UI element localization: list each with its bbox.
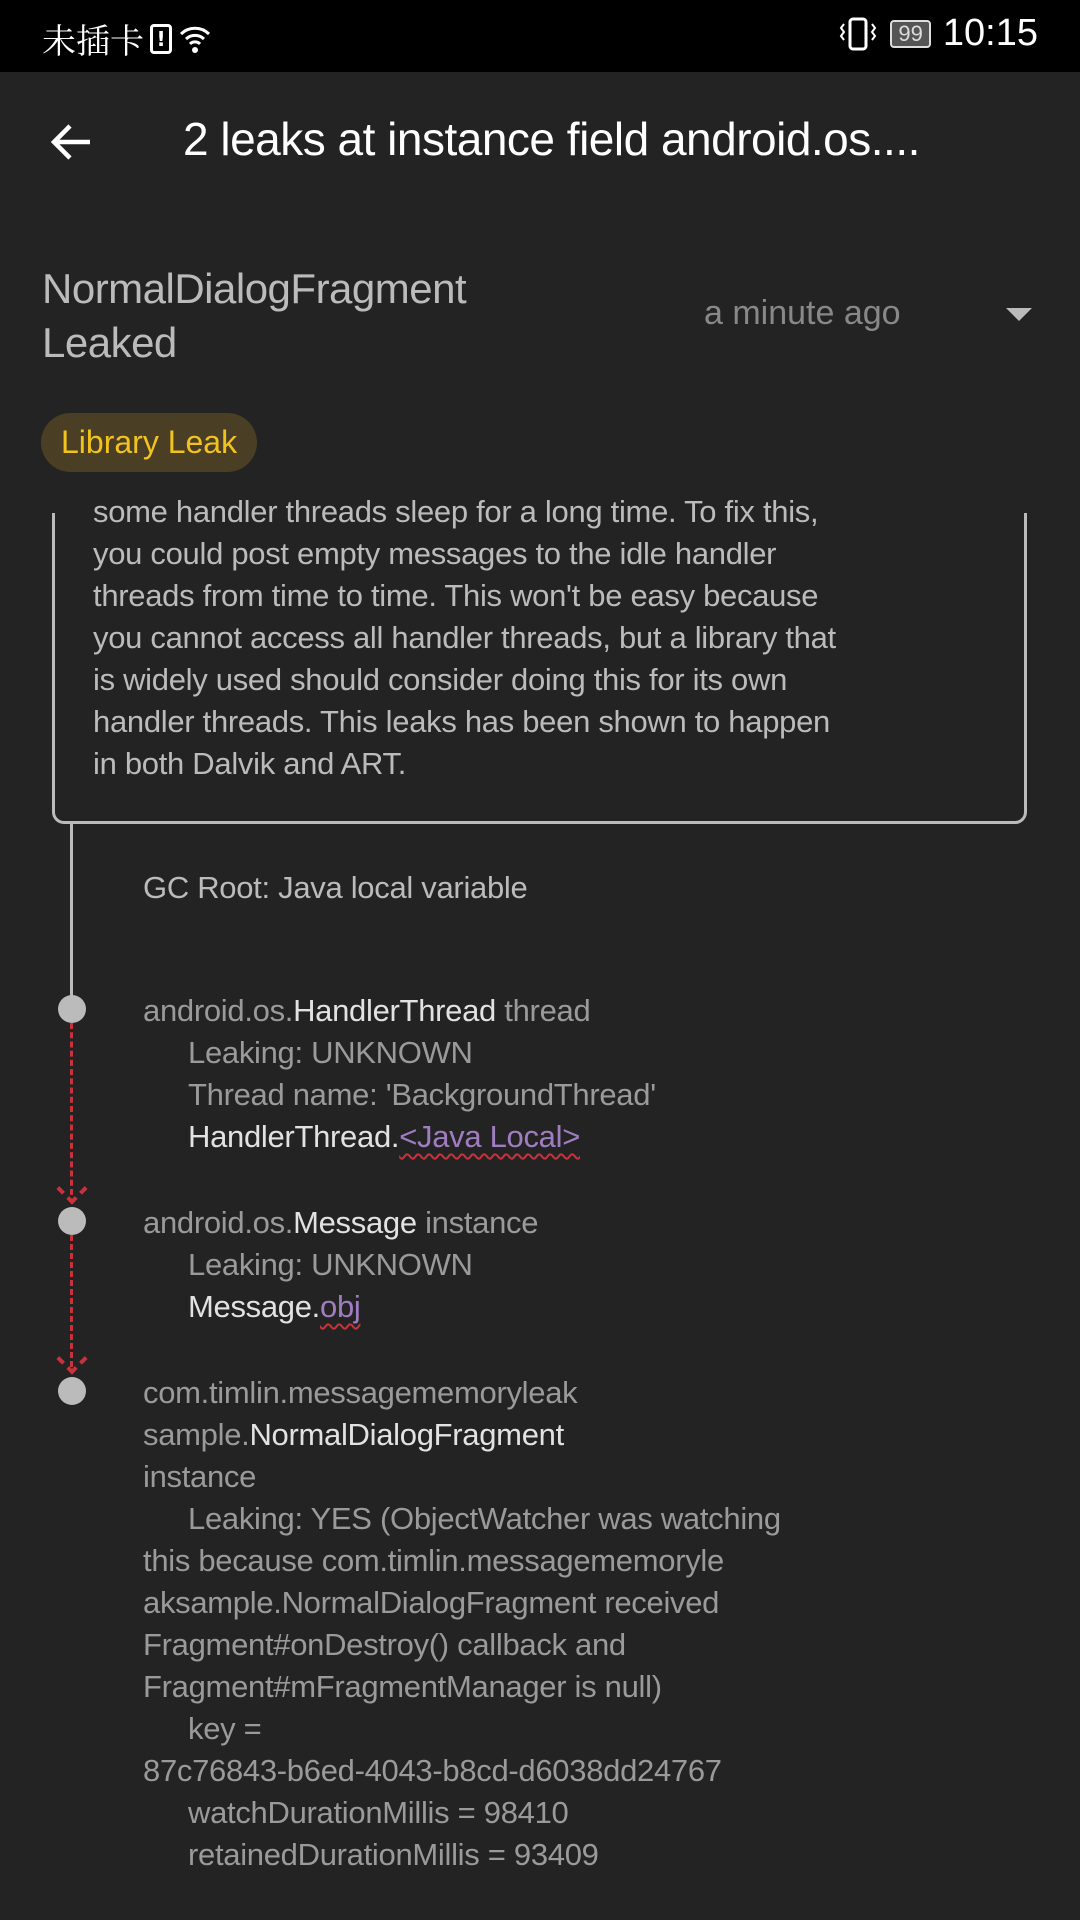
vibrate-icon (838, 16, 878, 52)
description-line: is widely used should consider doing this for its own (93, 662, 788, 697)
trace-node-fragment (143, 1372, 781, 1876)
node-package: sample. (143, 1417, 250, 1452)
leak-title (42, 262, 466, 370)
node-package: android.os. (143, 1205, 294, 1240)
trace-node-dot (58, 995, 86, 1023)
node-leaking: Leaking: UNKNOWN (188, 1035, 473, 1070)
node-class: HandlerThread (293, 993, 496, 1028)
node-package: android.os. (143, 993, 294, 1028)
clock: 10:15 (942, 12, 1038, 54)
status-bar (0, 0, 1080, 72)
node-class: NormalDialogFragment (249, 1417, 564, 1452)
node-kind: instance (143, 1459, 257, 1494)
carrier-text: 未插卡 (42, 22, 144, 62)
leak-description-box (52, 494, 1027, 824)
node-kind: instance (416, 1205, 539, 1240)
node-key: 87c76843-b6ed-4043-b8cd-d6038dd24767 (143, 1753, 722, 1788)
node-retained-duration: retainedDurationMillis = 93409 (188, 1837, 599, 1872)
dropdown-arrow-icon[interactable] (1006, 308, 1032, 321)
node-kind: thread (495, 993, 591, 1028)
node-watch-duration: watchDurationMillis = 98410 (188, 1795, 569, 1830)
description-line: in both Dalvik and ART. (93, 746, 407, 781)
node-leaking: Leaking: UNKNOWN (188, 1247, 473, 1282)
gc-root-label: GC Root: Java local variable (143, 870, 528, 905)
node-thread-name: Thread name: 'BackgroundThread' (188, 1077, 656, 1112)
ref-owner: Message. (188, 1289, 320, 1324)
toolbar-title: 2 leaks at instance field android.os.... (183, 113, 920, 165)
wifi-icon (178, 22, 212, 56)
node-leaking-detail: this because com.timlin.messagememoryle (143, 1543, 724, 1578)
description-line: threads from time to time. This won't be easy because (93, 578, 819, 613)
ref-owner: HandlerThread. (188, 1119, 400, 1154)
node-leaking-detail: Fragment#mFragmentManager is null) (143, 1669, 662, 1704)
leak-reference-line (70, 1023, 73, 1195)
library-leak-badge: Library Leak (41, 413, 257, 472)
leak-time: a minute ago (704, 294, 901, 332)
arrow-down-icon (56, 1173, 87, 1204)
node-class: Message (293, 1205, 417, 1240)
ref-field-link[interactable]: <Java Local> (399, 1119, 581, 1154)
trace-connector (70, 822, 73, 1008)
ref-field-link[interactable]: obj (320, 1289, 361, 1324)
trace-node-dot (58, 1377, 86, 1405)
description-line: handler threads. This leaks has been shown to happen (93, 704, 830, 739)
back-arrow-icon[interactable] (48, 118, 96, 166)
node-leaking-detail: aksample.NormalDialogFragment received (143, 1585, 720, 1620)
node-key-label: key = (188, 1711, 262, 1746)
description-line: you cannot access all handler threads, but a library that (93, 620, 836, 655)
trace-node-handlerthread (143, 990, 656, 1158)
battery-icon: 99 (890, 20, 930, 48)
node-leaking-detail: Fragment#onDestroy() callback and (143, 1627, 626, 1662)
sim-alert-icon: ! (150, 24, 172, 54)
leak-description (93, 491, 836, 785)
description-line: you could post empty messages to the idle handler (93, 536, 777, 571)
node-package: com.timlin.messagememoryleak (143, 1375, 578, 1410)
arrow-down-icon (56, 1343, 87, 1374)
trace-node-dot (58, 1207, 86, 1235)
node-leaking: Leaking: YES (ObjectWatcher was watching (188, 1501, 781, 1536)
leak-title-line: Leaked (42, 319, 177, 366)
leak-title-line: NormalDialogFragment (42, 265, 467, 312)
description-line: some handler threads sleep for a long time. To fix this, (93, 494, 819, 529)
trace-node-message (143, 1202, 538, 1328)
